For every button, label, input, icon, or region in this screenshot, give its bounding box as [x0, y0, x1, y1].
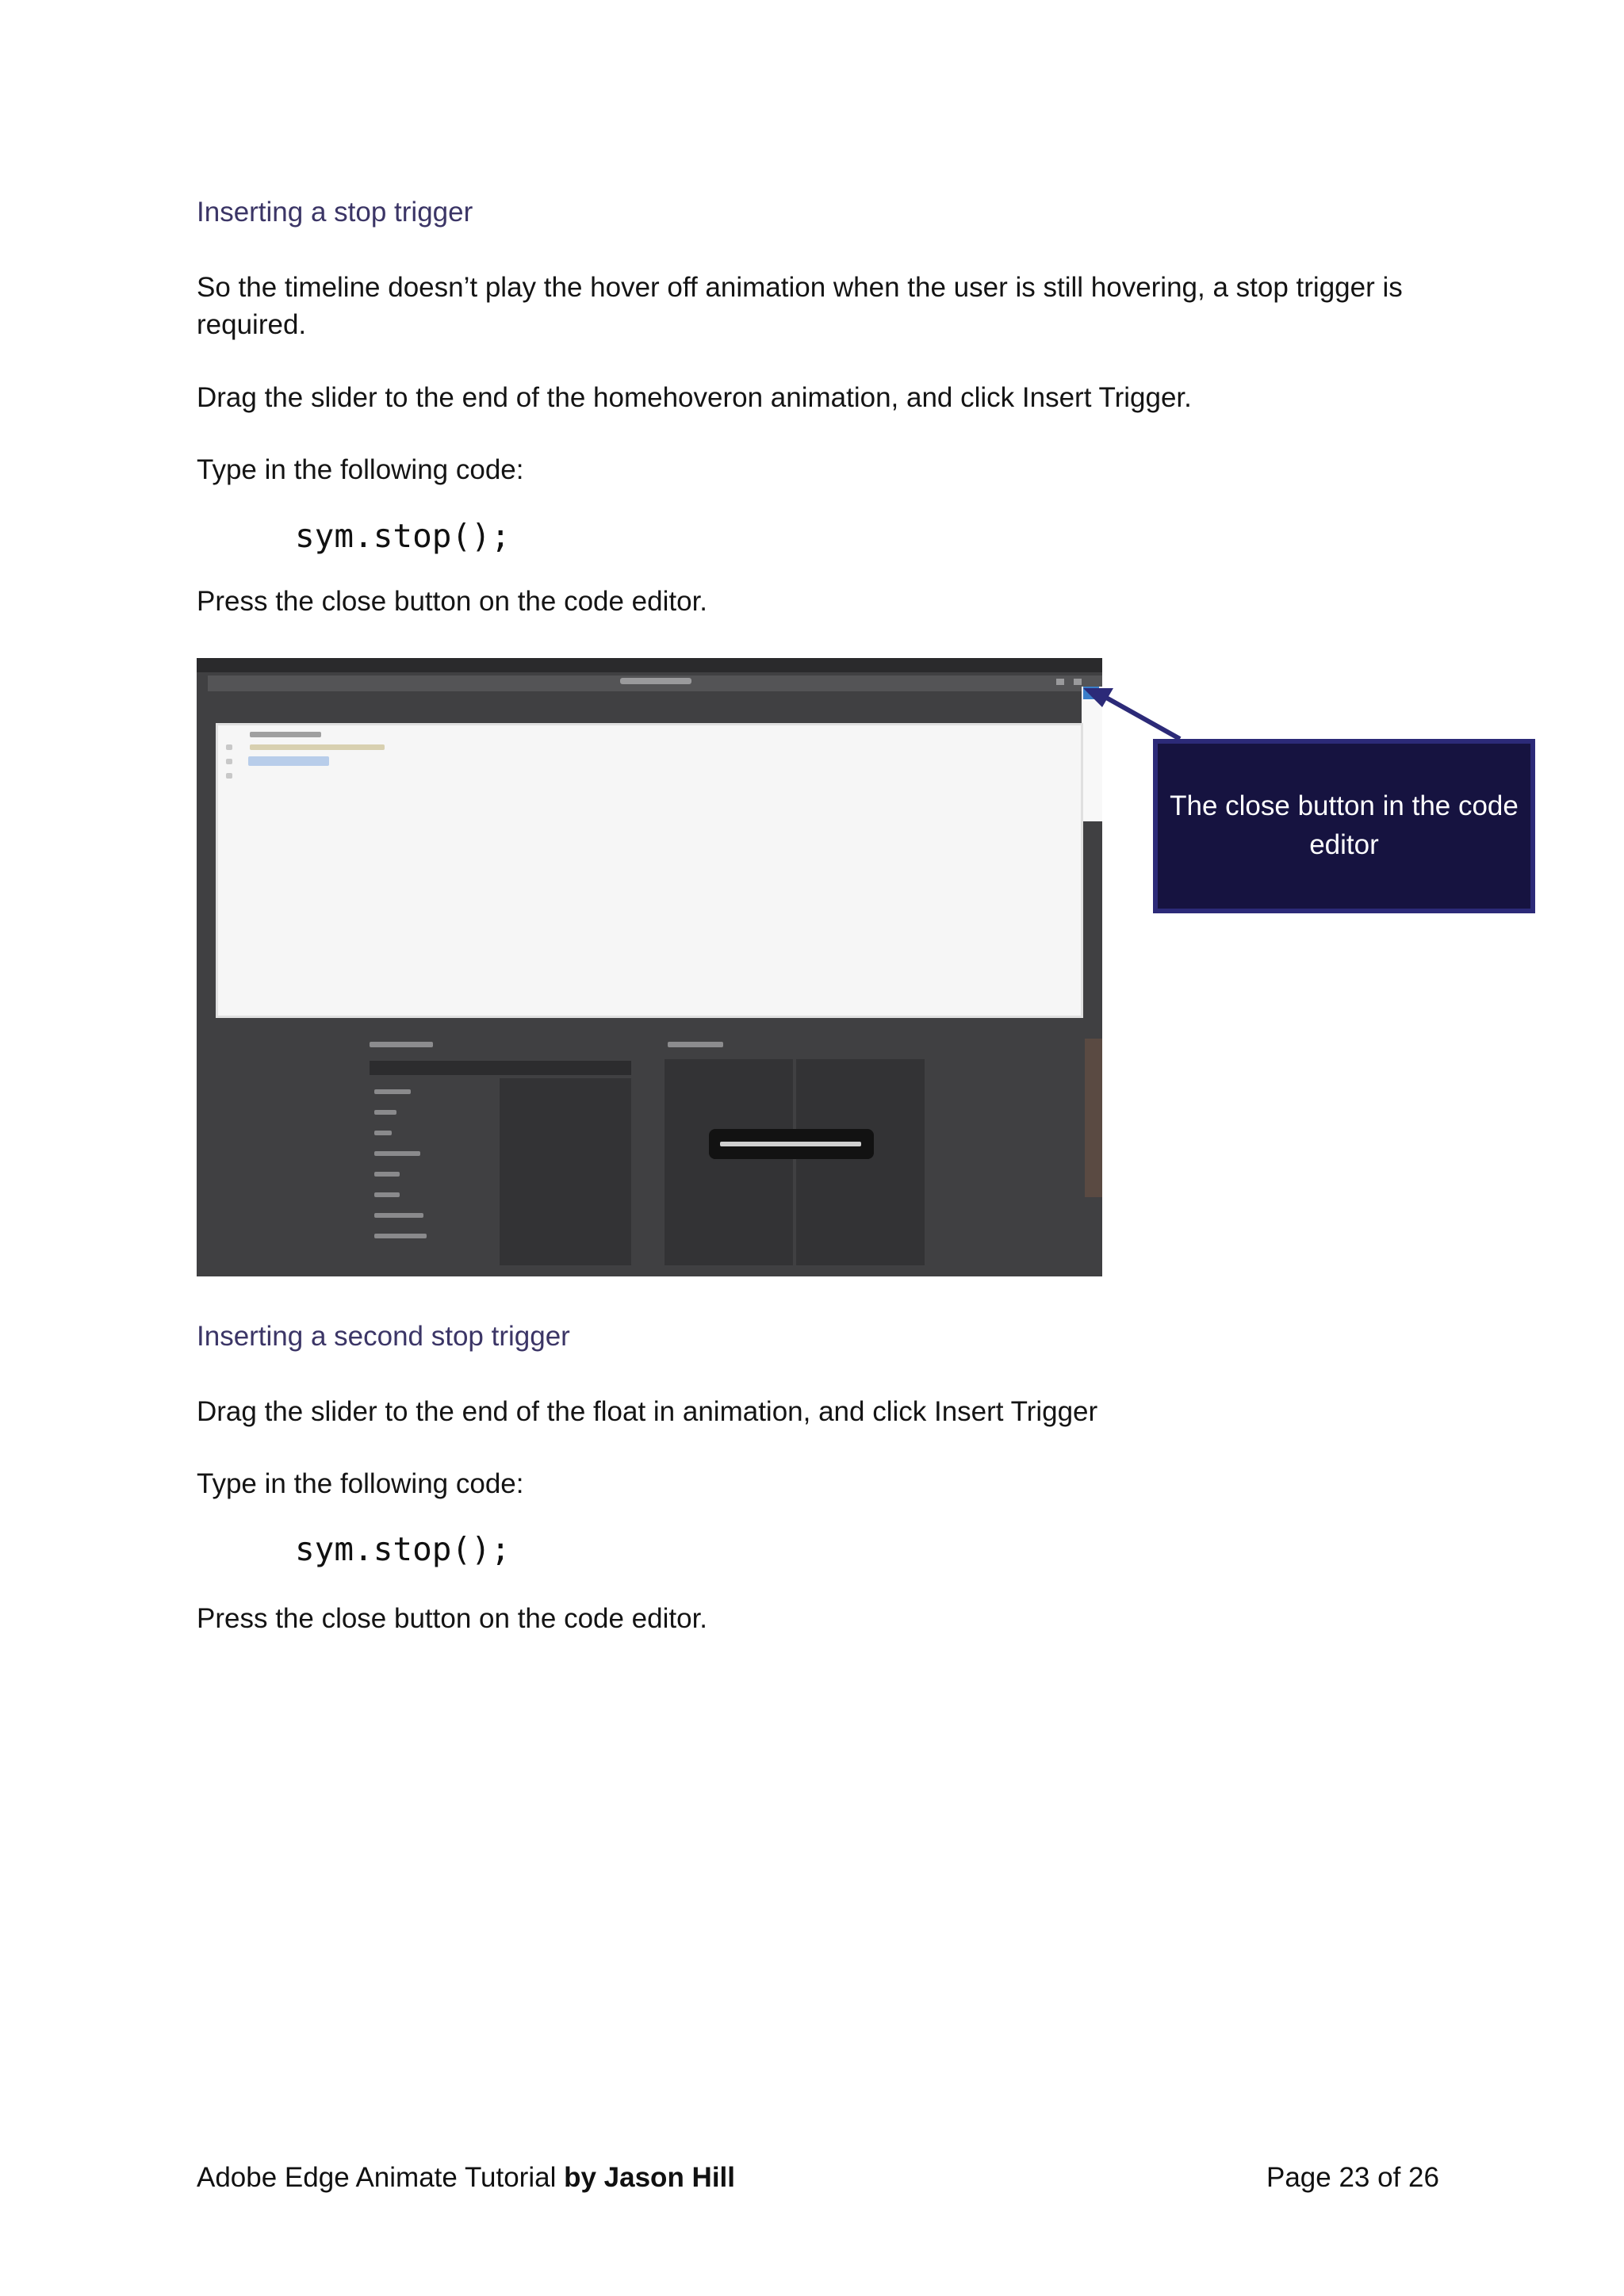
footer-author: by Jason Hill — [564, 2162, 735, 2193]
code-snippet: sym.stop(); — [295, 517, 511, 555]
screenshot-code-area — [216, 723, 1083, 1018]
screenshot-column — [500, 1078, 631, 1265]
screenshot-search-box — [370, 1061, 631, 1075]
section-heading-stop-trigger: Inserting a stop trigger — [197, 197, 473, 228]
screenshot-list-item — [374, 1110, 396, 1115]
screenshot-close-button — [1083, 687, 1099, 699]
screenshot-line-number — [226, 744, 232, 750]
screenshot-list-item — [374, 1172, 400, 1177]
screenshot-title-text — [620, 678, 691, 684]
paragraph-press-close-2: Press the close button on the code editor. — [197, 1603, 708, 1634]
paragraph-drag-slider-2: Drag the slider to the end of the float in animation, and click Insert Trigger — [197, 1396, 1098, 1427]
screenshot-side-panel — [1082, 687, 1102, 821]
code-editor-screenshot — [197, 658, 1102, 1276]
screenshot-line-number — [226, 759, 232, 764]
code-snippet-2: sym.stop(); — [295, 1530, 511, 1568]
screenshot-list-item — [374, 1151, 420, 1156]
screenshot-list-item — [374, 1089, 411, 1094]
footer-page-number: Page 23 of 26 — [1266, 2162, 1439, 2193]
screenshot-top-bar — [197, 658, 1102, 672]
screenshot-list-item — [374, 1213, 423, 1218]
paragraph-type-code: Type in the following code: — [197, 454, 524, 485]
screenshot-line-number — [226, 773, 232, 779]
screenshot-tooltip-text — [720, 1142, 861, 1146]
screenshot-list-item — [374, 1131, 392, 1135]
paragraph-intro: So the timeline doesn’t play the hover off animation when the user is still hovering, a stop trigger is required. — [197, 272, 1403, 340]
screenshot-title-bar — [208, 675, 1102, 691]
screenshot-label — [370, 1042, 433, 1047]
screenshot-column — [796, 1059, 925, 1265]
callout-box: The close button in the code editor — [1153, 739, 1535, 913]
footer-doc-title: Adobe Edge Animate Tutorial — [197, 2162, 557, 2193]
screenshot-code-line — [250, 732, 321, 737]
paragraph-press-close: Press the close button on the code editor. — [197, 586, 708, 617]
screenshot-thumbnails — [1085, 1039, 1102, 1197]
screenshot-code-selection — [248, 756, 329, 766]
screenshot-list-item — [374, 1234, 427, 1238]
screenshot-tooltip — [709, 1129, 874, 1159]
screenshot-code-line — [250, 744, 385, 750]
screenshot-list-item — [374, 1192, 400, 1197]
footer-title — [197, 2162, 735, 2194]
screenshot-window-control — [1074, 679, 1082, 685]
screenshot-column — [665, 1059, 793, 1265]
screenshot-window-control — [1056, 679, 1064, 685]
paragraph-drag-slider: Drag the slider to the end of the homehoveron animation, and click Insert Trigger. — [197, 382, 1192, 413]
screenshot-label — [668, 1042, 723, 1047]
paragraph-type-code-2: Type in the following code: — [197, 1468, 524, 1499]
section-heading-second-stop-trigger: Inserting a second stop trigger — [197, 1321, 570, 1352]
